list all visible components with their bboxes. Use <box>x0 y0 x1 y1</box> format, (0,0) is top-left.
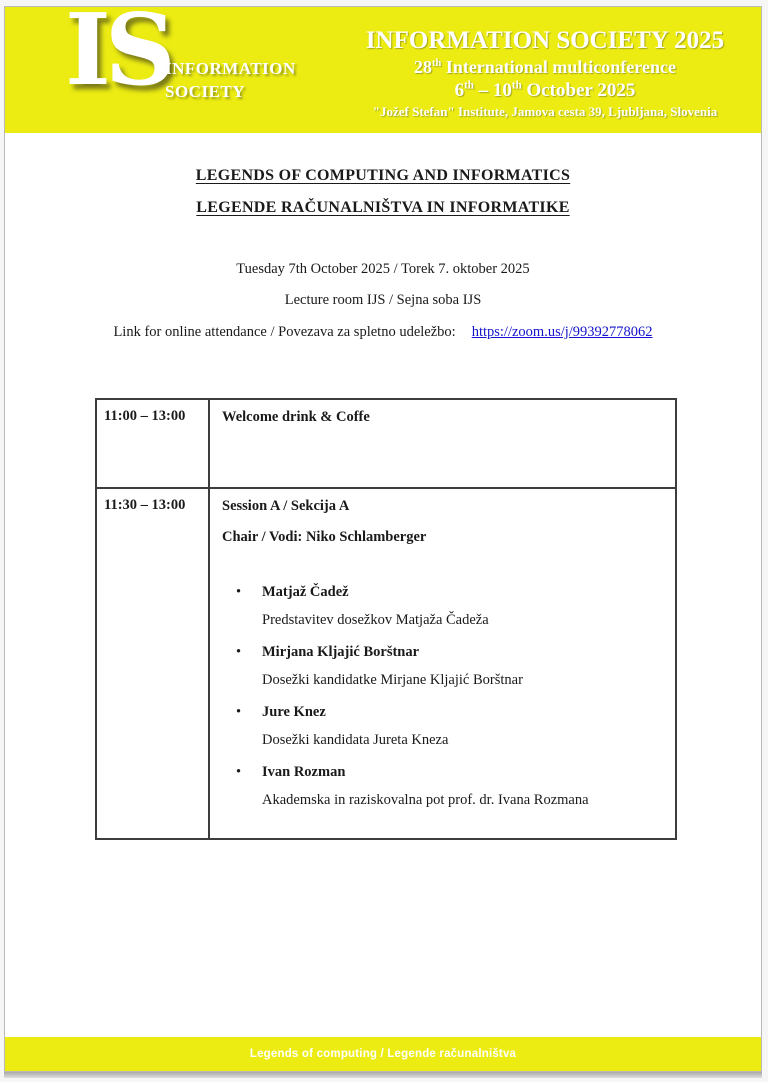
talk-description: Predstavitev dosežkov Matjaža Čadeža <box>262 612 489 628</box>
page-bottom-shadow <box>4 1072 762 1078</box>
bullet-icon: • <box>236 764 242 780</box>
talk-description: Dosežki kandidatke Mirjane Kljajić Borštnar <box>262 672 523 688</box>
talk-body <box>262 583 665 629</box>
talk-item <box>222 583 665 629</box>
lecture-room-line: Lecture room IJS / Sejna soba IJS <box>284 292 482 308</box>
speaker-name: Mirjana Kljajić Borštnar <box>262 644 420 660</box>
talk-description: Dosežki kandidata Jureta Kneza <box>262 732 449 748</box>
conference-subtitle <box>340 55 750 79</box>
event-title: Welcome drink & Coffe <box>222 409 370 425</box>
talk-body <box>262 703 665 749</box>
talk-body <box>262 763 665 809</box>
page-footer-band <box>5 1037 761 1071</box>
document-page <box>4 0 762 1072</box>
zoom-link[interactable]: https://zoom.us/j/99392778062 <box>471 324 653 340</box>
talk-item <box>222 703 665 749</box>
page-title-english: LEGENDS OF COMPUTING AND INFORMATICS <box>195 167 571 184</box>
dates-ordinal-1: th <box>464 79 474 92</box>
conference-address: "Jožef Stefan" Institute, Jamova cesta 39, Ljubljana, Slovenia <box>372 104 718 119</box>
event-cell <box>210 400 675 487</box>
subtitle-number: 28 <box>414 57 433 77</box>
event-cell <box>210 489 675 838</box>
page-title-slovenian: LEGENDE RAČUNALNIŠTVA IN INFORMATIKE <box>196 199 570 216</box>
table-row <box>97 489 675 838</box>
bullet-icon: • <box>236 584 242 600</box>
dates-day-start: 6 <box>454 80 465 101</box>
talk-item <box>222 763 665 809</box>
bullet-icon: • <box>236 704 242 720</box>
link-label: Link for online attendance / Povezava za spletno udeležbo: <box>113 324 456 340</box>
conference-banner <box>5 0 761 133</box>
talk-body <box>262 643 665 689</box>
banner-text-block <box>340 27 750 121</box>
logo-word-information: INFORMATION <box>165 59 296 78</box>
conference-dates <box>340 79 750 103</box>
subtitle-rest: International multiconference <box>441 57 676 77</box>
subtitle-ordinal: th <box>432 58 442 69</box>
table-row <box>97 400 675 489</box>
footer-text: Legends of computing / Legende računalništva <box>249 1048 517 1060</box>
time-cell: 11:30 – 13:00 <box>97 489 210 838</box>
is-logo-wordmark <box>165 57 296 103</box>
session-title: Session A / Sekcija A <box>222 498 350 514</box>
dates-rest: October 2025 <box>521 80 636 101</box>
conference-title: INFORMATION SOCIETY 2025 <box>365 27 725 54</box>
speaker-name: Jure Knez <box>262 704 326 720</box>
time-cell: 11:00 – 13:00 <box>97 400 210 487</box>
schedule-table <box>95 398 677 840</box>
talk-description: Akademska in raziskovalna pot prof. dr. Ivana Rozmana <box>262 792 589 808</box>
bullet-icon: • <box>236 644 242 660</box>
speaker-name: Ivan Rozman <box>262 764 346 780</box>
dates-mid: – 10 <box>473 80 512 101</box>
session-chair: Chair / Vodi: Niko Schlamberger <box>222 529 427 545</box>
talk-item <box>222 643 665 689</box>
online-attendance-line <box>5 324 761 341</box>
is-logo: IS <box>65 0 170 108</box>
dates-ordinal-2: th <box>511 79 522 92</box>
logo-word-society: SOCIETY <box>165 82 246 101</box>
speaker-name: Matjaž Čadež <box>262 584 349 600</box>
event-date-line: Tuesday 7th October 2025 / Torek 7. oktober 2025 <box>236 261 530 277</box>
